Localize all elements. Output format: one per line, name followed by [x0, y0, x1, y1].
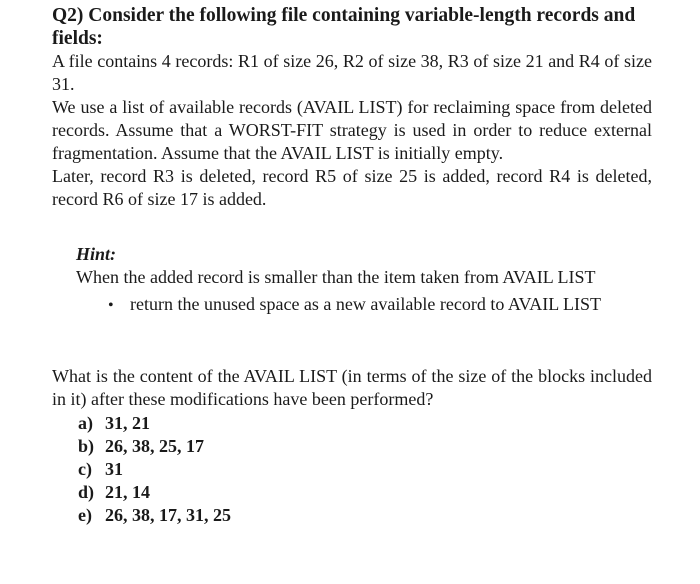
bullet-icon: • — [108, 297, 114, 314]
hint-section — [76, 243, 652, 317]
hint-title: Hint: — [76, 244, 117, 264]
option-d[interactable] — [78, 481, 652, 504]
option-text: 31, 21 — [105, 413, 150, 433]
option-letter: a) — [78, 413, 93, 433]
question-document — [52, 4, 652, 527]
question-prompt: What is the content of the AVAIL LIST (in terms of the size of the blocks included in it) after these modifications have been performed? — [52, 366, 652, 409]
option-a[interactable] — [78, 412, 652, 435]
hint-bullet-item — [108, 293, 652, 317]
option-e[interactable] — [78, 504, 652, 527]
option-text: 31 — [105, 459, 123, 479]
hint-bullet-text: return the unused space as a new available record to AVAIL LIST — [130, 294, 602, 314]
hint-text: When the added record is smaller than the item taken from AVAIL LIST — [76, 267, 596, 287]
question-title: Q2) Consider the following file containing variable-length records and fields: — [52, 5, 636, 49]
option-c[interactable] — [78, 458, 652, 481]
answer-options — [78, 412, 652, 527]
option-letter: d) — [78, 482, 95, 502]
option-letter: b) — [78, 436, 95, 456]
option-text: 21, 14 — [105, 482, 150, 502]
option-b[interactable] — [78, 435, 652, 458]
avail-list-description: We use a list of available records (AVAIL LIST) for reclaiming space from deleted records. Assume that a WORST-FIT strategy is used in order to reduce external fragmentation. Assume that the AVAIL LIST is initially empty. — [52, 97, 652, 163]
option-text: 26, 38, 17, 31, 25 — [105, 505, 231, 525]
option-letter: e) — [78, 505, 92, 525]
file-description: A file contains 4 records: R1 of size 26, R2 of size 38, R3 of size 21 and R4 of size 31. — [52, 51, 652, 94]
operations-description: Later, record R3 is deleted, record R5 of size 25 is added, record R4 is deleted, record R6 of size 17 is added. — [52, 166, 652, 209]
option-text: 26, 38, 25, 17 — [105, 436, 204, 456]
option-letter: c) — [78, 459, 92, 479]
